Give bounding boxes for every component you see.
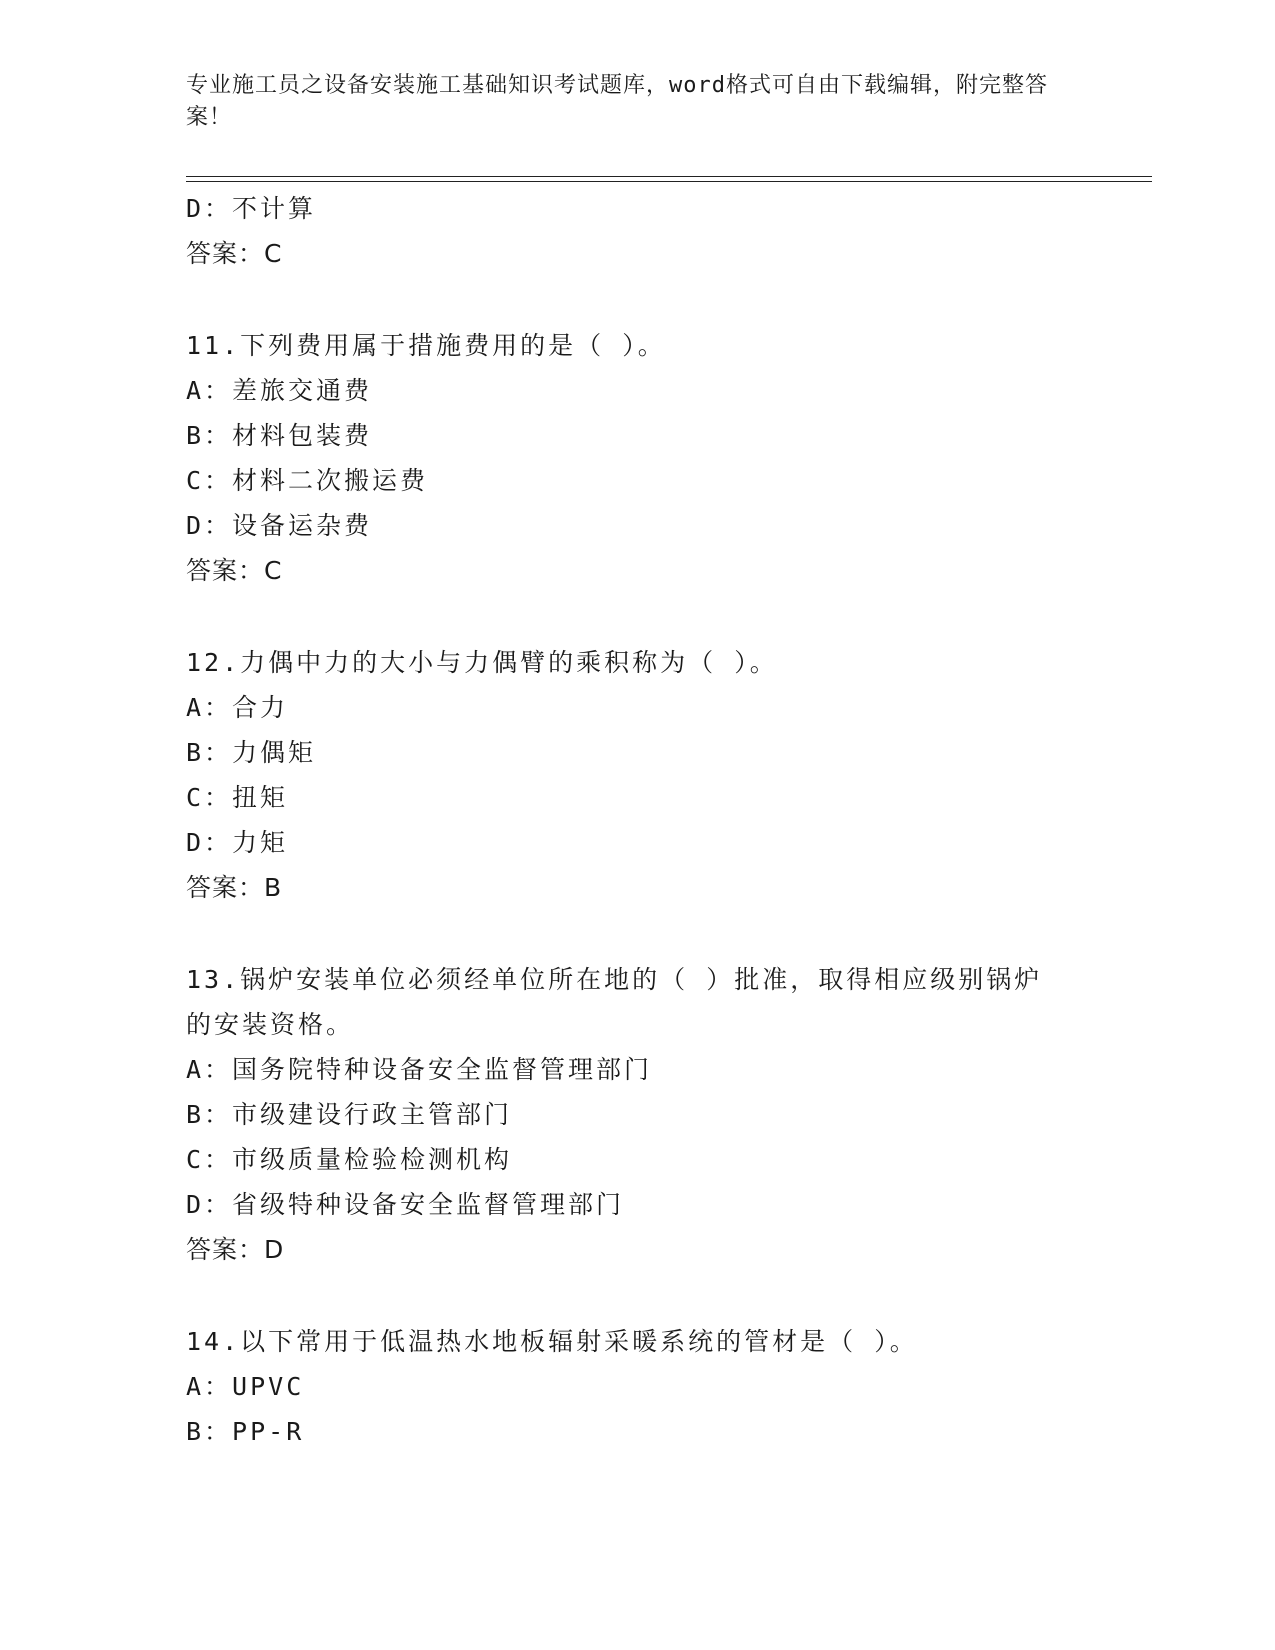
answer-line: 答案：D: [186, 1235, 285, 1264]
option-b: B：市级建设行政主管部门: [186, 1100, 513, 1129]
question-block-12: [186, 640, 1086, 910]
option-d: D：省级特种设备安全监督管理部门: [186, 1190, 625, 1219]
answer-line: 答案：C: [186, 556, 283, 585]
question-block-11: [186, 323, 1086, 593]
option-b: B：材料包装费: [186, 421, 373, 450]
option-d: D：设备运杂费: [186, 511, 373, 540]
option-c: C：材料二次搬运费: [186, 466, 429, 495]
header-divider-bottom: [186, 181, 1152, 182]
question-block-13: [186, 957, 1086, 1272]
question-text: 11.下列费用属于措施费用的是（ ）。: [186, 331, 666, 360]
option-a: A：国务院特种设备安全监督管理部门: [186, 1055, 653, 1084]
option-d: D：不计算: [186, 194, 317, 223]
header-divider-top: [186, 176, 1152, 177]
question-list: [186, 186, 1086, 1454]
answer-line: 答案：C: [186, 239, 283, 268]
option-c: C：扭矩: [186, 783, 289, 812]
document-header: 专业施工员之设备安装施工基础知识考试题库，word格式可自由下载编辑，附完整答案！: [186, 73, 1048, 130]
question-text: 13.锅炉安装单位必须经单位所在地的（ ）批准，取得相应级别锅炉的安装资格。: [186, 965, 1043, 1039]
option-a: A：合力: [186, 693, 289, 722]
option-a: A：UPVC: [186, 1372, 305, 1401]
answer-line: 答案：B: [186, 873, 283, 902]
option-b: B：PP-R: [186, 1417, 305, 1446]
question-text: 14.以下常用于低温热水地板辐射采暖系统的管材是（ ）。: [186, 1327, 918, 1356]
option-a: A：差旅交通费: [186, 376, 373, 405]
option-b: B：力偶矩: [186, 738, 317, 767]
option-c: C：市级质量检验检测机构: [186, 1145, 513, 1174]
question-text: 12.力偶中力的大小与力偶臂的乘积称为（ ）。: [186, 648, 778, 677]
question-block-14: [186, 1319, 1086, 1454]
option-d: D：力矩: [186, 828, 289, 857]
